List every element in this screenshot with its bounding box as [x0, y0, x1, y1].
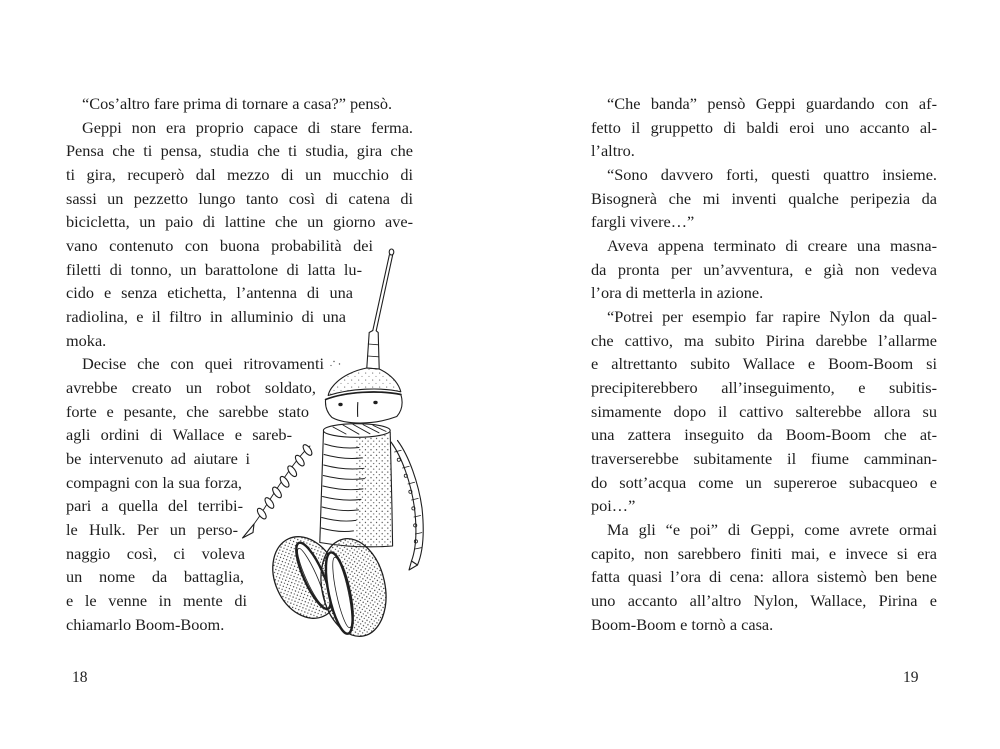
text-line: agli ordini di Wallace e sareb- [66, 425, 292, 445]
text-line: una zattera inseguito da Boom-Boom che at- [591, 425, 937, 445]
page-number-left: 18 [72, 669, 88, 686]
page-number-right: 19 [903, 669, 919, 686]
text-line: vano contenuto con buona probabilità dei [66, 236, 373, 256]
robot-arm-left [243, 443, 314, 538]
text-line: l’ora di metterla in azione. [591, 283, 764, 303]
text-line: forte e pesante, che sarebbe stato [66, 401, 309, 421]
text-line: e altrettanto subito Wallace e Boom-Boom si [591, 354, 937, 374]
text-line: “Sono davvero forti, questi quattro insieme. [607, 165, 937, 185]
text-line: “Che banda” pensò Geppi guardando con af- [607, 94, 937, 113]
text-line: sassi un pezzetto lungo tanto così di catena di [66, 188, 413, 208]
text-line: le Hulk. Per un perso- [66, 520, 238, 540]
right-page-text [591, 92, 937, 636]
text-line: Decise che con quei ritrovamenti [82, 354, 324, 374]
text-line: uno accanto all’altro Nylon, Wallace, Pirina e [591, 591, 937, 611]
text-line: un nome da battaglia, [66, 567, 244, 587]
text-line: be intervenuto ad aiutare i [66, 449, 250, 469]
text-line: Aveva appena terminato di creare una masna- [607, 236, 937, 256]
text-line: chiamarlo Boom-Boom. [66, 614, 225, 634]
stray-ink-dots [330, 361, 340, 366]
text-line: avrebbe creato un robot soldato, [66, 378, 316, 398]
text-line: bicicletta, un paio di lattine che un giorno ave- [66, 212, 413, 232]
text-line: traverserebbe subitamente il fiume camminan- [591, 449, 937, 469]
text-line: da pronta per un’avventura, e già non vedeva [591, 259, 937, 279]
text-line: fargli vivere…” [591, 212, 695, 232]
text-line: Ma gli “e poi” di Geppi, come avrete ormai [607, 520, 937, 540]
text-line: e le venne in mente di [66, 591, 247, 611]
text-line: pari a quella del terribi- [66, 496, 243, 516]
text-line: poi…” [591, 496, 636, 516]
text-line: fatta quasi l’ora di cena: allora sistemò ben bene [591, 567, 937, 587]
robot-body [320, 424, 393, 547]
text-line: filetti di tonno, un barattolone di latta lu- [66, 259, 362, 279]
text-line: ti gira, recuperò dal mezzo di un mucchio di [66, 165, 413, 185]
text-line: radiolina, e il filtro in alluminio di una [66, 307, 346, 327]
text-line: cido e senza etichetta, l’antenna di una [66, 283, 353, 303]
text-line: fetto il gruppetto di baldi eroi uno accanto al- [591, 117, 937, 137]
text-line: precipiterebbero all’inseguimento, e subitis- [591, 378, 937, 398]
text-line: Geppi non era proprio capace di stare ferma. [82, 117, 413, 137]
robot-arm-right [391, 441, 423, 571]
text-line: capito, non sarebbero finiti mai, e invece si era [591, 543, 937, 563]
text-line: compagni con la sua forza, [66, 472, 242, 492]
text-line: Boom-Boom e tornò a casa. [591, 614, 774, 634]
robot-head [325, 368, 402, 423]
robot-antenna [367, 249, 394, 369]
text-line: do sott’acqua come un supereroe subacqueo e [591, 472, 937, 492]
text-line: naggio così, ci voleva [66, 543, 245, 563]
text-line: simamente dopo il cattivo salterebbe allora su [591, 401, 937, 421]
text-line: l’altro. [591, 141, 635, 161]
text-line: “Cos’altro fare prima di tornare a casa?” pensò. [82, 94, 393, 113]
text-line: “Potrei per esempio far rapire Nylon da qual- [607, 307, 937, 327]
text-line: che cattivo, ma subito Pirina darebbe l’allarme [591, 330, 937, 350]
text-line: Bisognerà che mi inventi qualche peripezia da [591, 188, 937, 208]
tin-can-robot-illustration [230, 240, 430, 660]
text-line: Pensa che ti pensa, studia che ti studia, gira che [66, 141, 413, 161]
text-line: moka. [66, 330, 107, 350]
